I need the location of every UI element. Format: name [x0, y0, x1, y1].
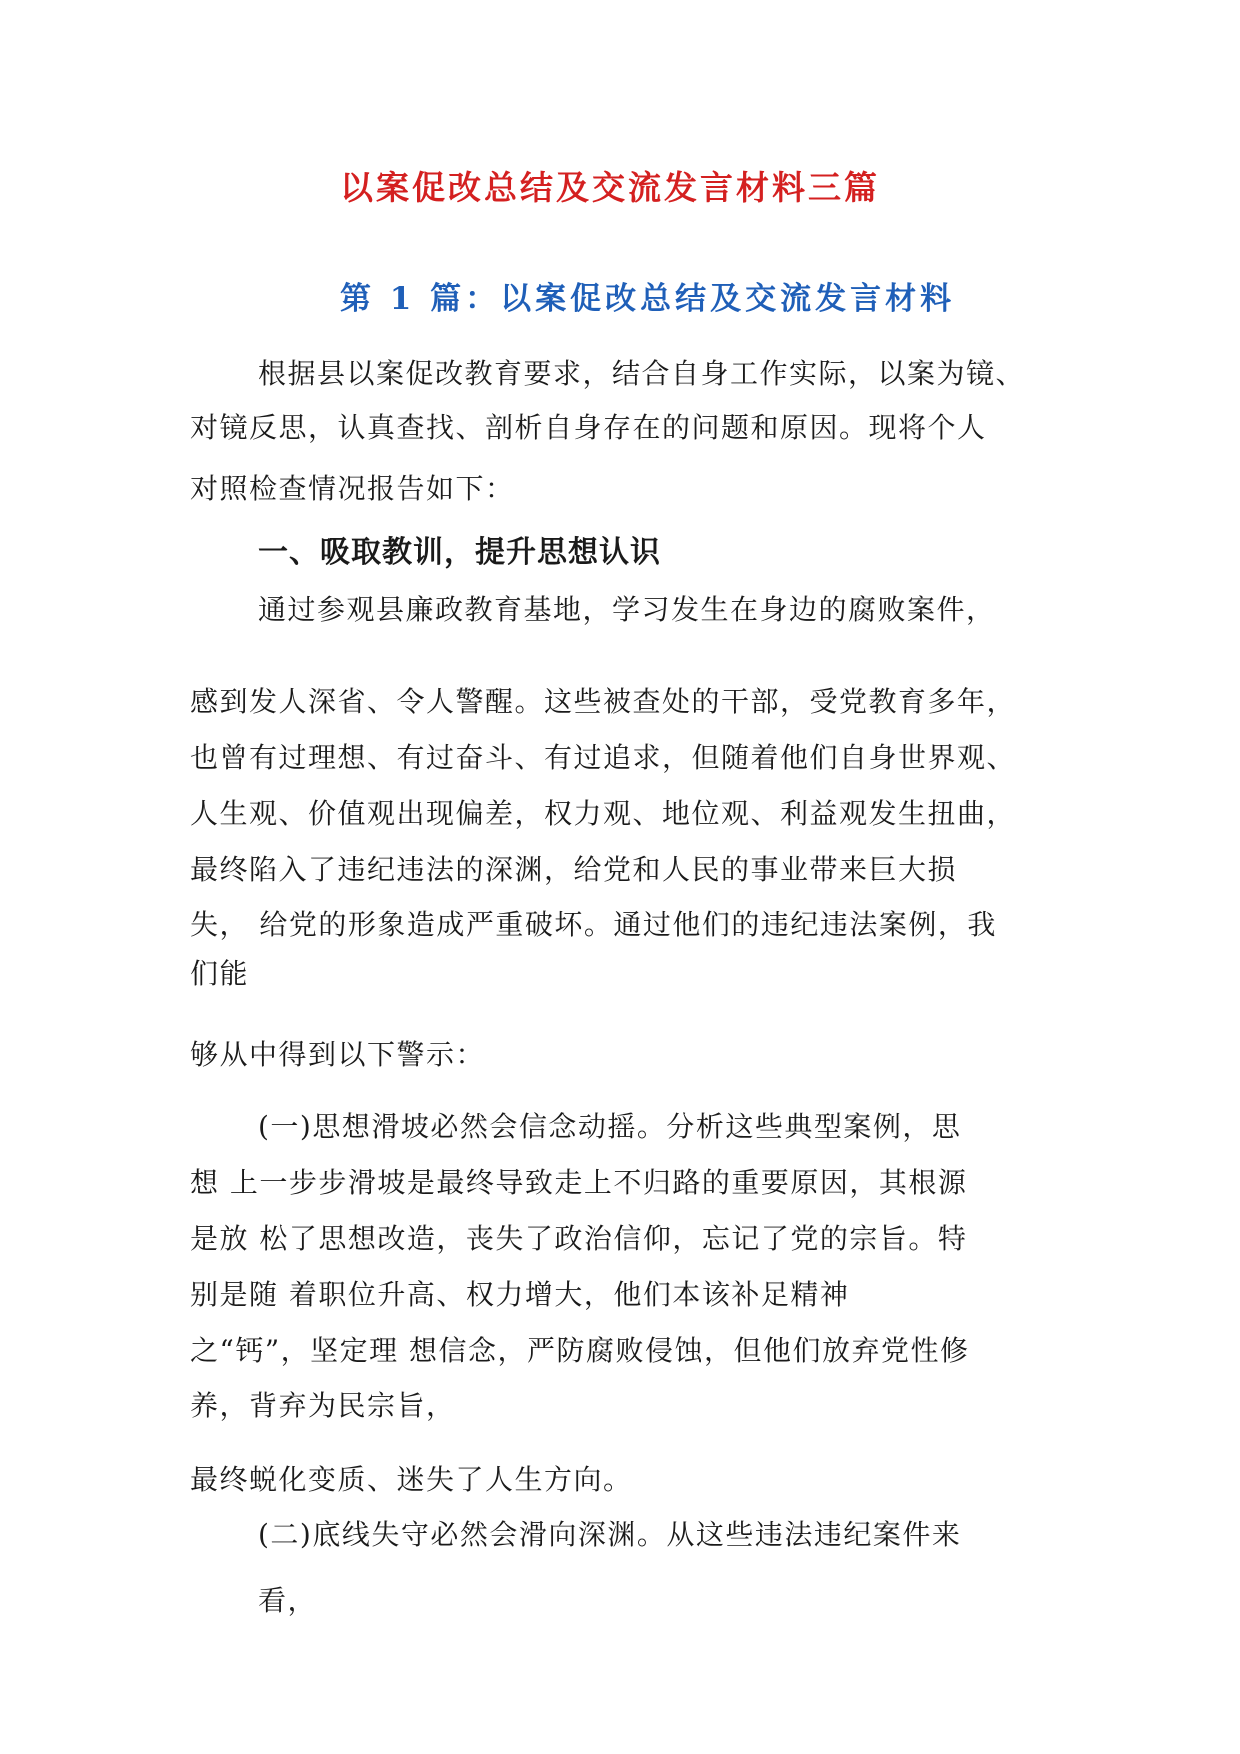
paragraph-line: 最终陷入了违纪违法的深渊，给党和人民的事业带来巨大损 [190, 853, 958, 886]
paragraph-line: 也曾有过理想、有过奋斗、有过追求，但随着他们自身世界观、 [190, 741, 1017, 774]
paragraph-line: 通过参观县廉政教育基地，学习发生在身边的腐败案件， [258, 593, 996, 626]
paragraph-line: 人生观、价值观出现偏差，权力观、地位观、利益观发生扭曲， [190, 797, 1017, 830]
paragraph-line: 失， 给党的形象造成严重破坏。通过他们的违纪违法案例，我 [190, 908, 997, 941]
paragraph-line: 看， [258, 1584, 318, 1617]
paragraph-line: 们能 [190, 957, 250, 990]
paragraph-line: (一)思想滑坡必然会信念动摇。分析这些典型案例，思 [258, 1110, 962, 1143]
section-heading: 一、吸取教训，提升思想认识 [258, 535, 661, 570]
paragraph-line: (二)底线失守必然会滑向深渊。从这些违法违纪案件来 [258, 1518, 962, 1551]
paragraph-line: 够从中得到以下警示： [190, 1038, 486, 1071]
paragraph-line: 对照检查情况报告如下： [190, 472, 515, 505]
paragraph-line: 别是随 着职位升高、权力增大，他们本该补足精神 [190, 1278, 850, 1311]
paragraph-line: 最终蜕化变质、迷失了人生方向。 [190, 1463, 633, 1496]
paragraph-line: 之“钙”，坚定理 想信念，严防腐败侵蚀，但他们放弃党性修 [190, 1334, 970, 1367]
paragraph-line: 想 上一步步滑坡是最终导致走上不归路的重要原因，其根源 [190, 1166, 968, 1199]
paragraph-line: 感到发人深省、令人警醒。这些被查处的干部，受党教育多年， [190, 685, 1017, 718]
document-title: 以案促改总结及交流发言材料三篇 [340, 168, 880, 207]
paragraph-line: 对镜反思，认真查找、剖析自身存在的问题和原因。现将个人 [190, 411, 987, 444]
paragraph-line: 养，背弃为民宗旨， [190, 1389, 456, 1422]
document-subtitle: 第 1 篇：以案促改总结及交流发言材料 [340, 281, 956, 317]
paragraph-line: 根据县以案促改教育要求，结合自身工作实际，以案为镜、 [258, 357, 1026, 390]
paragraph-line: 是放 松了思想改造，丧失了政治信仰，忘记了党的宗旨。特 [190, 1222, 968, 1255]
